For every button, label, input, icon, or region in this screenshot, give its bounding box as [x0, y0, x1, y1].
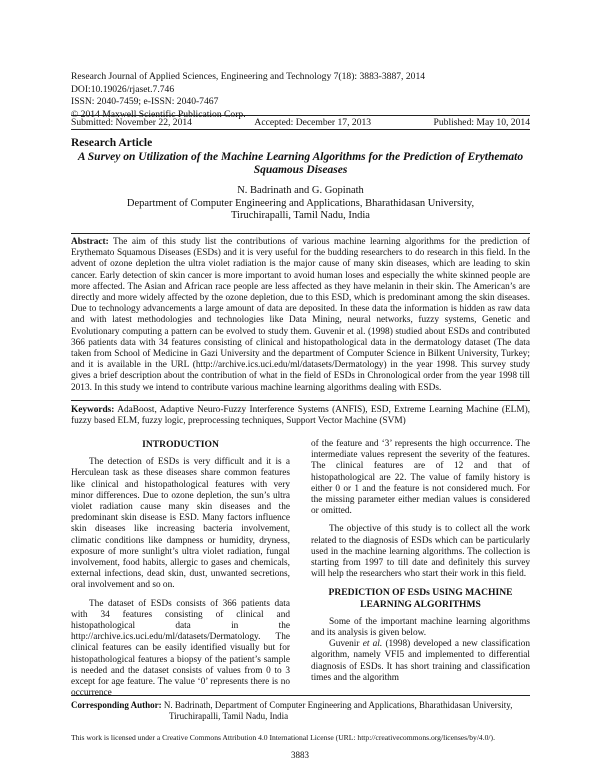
submitted-date: Submitted: November 22, 2014: [71, 117, 192, 128]
guvenir-name: Guvenir: [329, 639, 360, 650]
corresponding-label: Corresponding Author:: [71, 700, 162, 710]
prediction-heading-1: PREDICTION OF ESDs USING MACHINE: [328, 587, 513, 599]
published-date: Published: May 10, 2014: [433, 117, 530, 128]
affiliation-line-2: Tiruchirapalli, Tamil Nadu, India: [231, 210, 370, 221]
paper-title: A Survey on Utilization of the Machine Learning Algorithms for the Prediction of Erythemato Squamous Diseases: [77, 151, 524, 176]
right-paragraph-4-text: (1998) developed a new classification algorithm, namely VFI5 and implemented to differential diagnosis of ESDs. It has short training and classification times and the algorithm: [311, 639, 531, 683]
author-block: [71, 185, 530, 223]
right-paragraph-1: of the feature and ‘3’ represents the high occurrence. The intermediate values represent the severity of the features. The clinical features are of 12 and that of histopathological are 22. The value of family history is either 0 or 1 and the feature is not considered much. For the missing parameter either median values is considered or omitted.: [311, 439, 530, 517]
doi: DOI:10.19026/rjaset.7.746: [71, 83, 175, 95]
keywords-text: AdaBoost, Adaptive Neuro-Fuzzy Interference Systems (ANFIS), ESD, Extreme Learning Machine (ELM), fuzzy based ELM, fuzzy logic, preprocessing techniques, Support Vector Machine (SVM): [71, 405, 531, 427]
intro-paragraph-2: The dataset of ESDs consists of 366 patients data with 34 features consisting of clinical and histopathological data in the http://archive.ics.uci.edu/ml/datasets/Dermatology. The clinical features can be easily identified visually but for histopathological features a biopsy of the patient’s sample is needed and the dataset consists of values from 0 to 3 except for age feature. The value ‘0’ represents there is no occurrence: [71, 598, 290, 699]
right-column: [311, 439, 530, 684]
authors: N. Badrinath and G. Gopinath: [237, 185, 364, 196]
license-note: This work is licensed under a Creative Commons Attribution 4.0 International License (URL: http://creativecommons.org/licenses/by/4.0/).: [71, 733, 495, 742]
abstract-text: The aim of this study list the contributions of various machine learning algorithms for the prediction of Erythemato Squamous Diseases (ESDs) and it is very useful for the budding researchers to do research in this field. In the advent of ozone depletion the ultra violet radiation is the major cause of many skin diseases, which are leading to skin cancer. Early detection of skin cancer is more important to avoid human loses and especially the white skinned people are more affected. The Asian and African race people are less affected as they have melanin in their skin. The American’s are directly and more widely affected by the ozone depletion, due to this ESD, which is predominant among the skin diseases. Due to technology advancements a large amount of data are deposited. In these data the information is hidden as raw data and with latest methodologies and technologies like Data Mining, neural networks, fuzzy systems, Genetic and Evolutionary computing a pattern can be evolved to study them. Guvenir et al. (1998) studied about ESDs and contributed 366 patients data with 34 features consisting of clinical and histopathological data in the dermatology dataset (The data taken from School of Medicine in Gazi University and the department of Computer Science in Bilkent University, Turkey; and it is available in the URL (http://archive.ics.uci.edu/ml/datasets/Dermatology) in the year 1998. This survey study gives a brief description about the contribution of what in the field of ESDs in Chronological order from the year 1998 till 2013. In this study we intend to contribute various machine learning algorithms dealing with ESDs.: [71, 237, 531, 393]
issn: ISSN: 2040-7459; e-ISSN: 2040-7467: [71, 96, 219, 108]
introduction-heading: INTRODUCTION: [142, 439, 219, 450]
dates-rule: [71, 129, 530, 130]
journal-header: [71, 71, 425, 121]
keywords-label: Keywords:: [71, 405, 115, 415]
corresponding-author: [71, 700, 530, 722]
copyright: © 2014 Maxwell Scientific Publication Corp.: [71, 108, 246, 120]
corresponding-text-2: Tiruchirapalli, Tamil Nadu, India: [169, 711, 289, 721]
affiliation-line-1: Department of Computer Engineering and Applications, Bharathidasan University,: [126, 197, 475, 209]
prediction-heading-2: LEARNING ALGORITHMS: [360, 598, 481, 610]
footer-rule: [71, 695, 530, 696]
right-paragraph-2: The objective of this study is to collect all the work related to the diagnosis of ESDs which can be particularly used in the machine learning algorithms. The collection is starting from 1997 to till date and definitely this survey will help the researchers who start their work in this field.: [311, 524, 530, 580]
header-rule: [71, 115, 530, 116]
dates-row: [71, 117, 530, 128]
page-number: 3883: [291, 750, 309, 760]
keywords: [71, 405, 530, 427]
article-type: Research Article: [71, 137, 153, 149]
journal-citation: Research Journal of Applied Sciences, Engineering and Technology 7(18): 3883-3887, 2014: [71, 71, 426, 82]
accepted-date: Accepted: December 17, 2013: [254, 117, 372, 128]
corresponding-text-1: N. Badrinath, Department of Computer Engineering and Applications, Bharathidasan University,: [163, 700, 513, 710]
intro-paragraph-1: The detection of ESDs is very difficult and it is a Herculean task as these diseases share common features like clinical and histopathological features with very minor differences. Due to ozone depletion, the sun’s ultra violet radiation cause many skin diseases and the predominant skin disease is ESD. Many factors influence skin diseases like increasing bacteria involvement, climatic conditions like dampness or humidity, dryness, exposure of more sunlight’s ultra violet radiation, fungal involvement, food habits, allergic to gases and chemicals, external infections, dead skin, dust, unwanted secretions, oral involvement and so on.: [71, 457, 290, 591]
left-column: [71, 439, 290, 699]
abstract-top-rule: [71, 233, 530, 234]
et-al: et al.: [362, 639, 383, 650]
abstract-label: Abstract:: [71, 237, 109, 247]
right-paragraph-3: Some of the important machine learning algorithms and its analysis is given below.: [311, 616, 530, 639]
right-paragraph-4: [311, 639, 530, 684]
abstract: [71, 237, 530, 394]
abstract-bottom-rule: [71, 400, 530, 401]
